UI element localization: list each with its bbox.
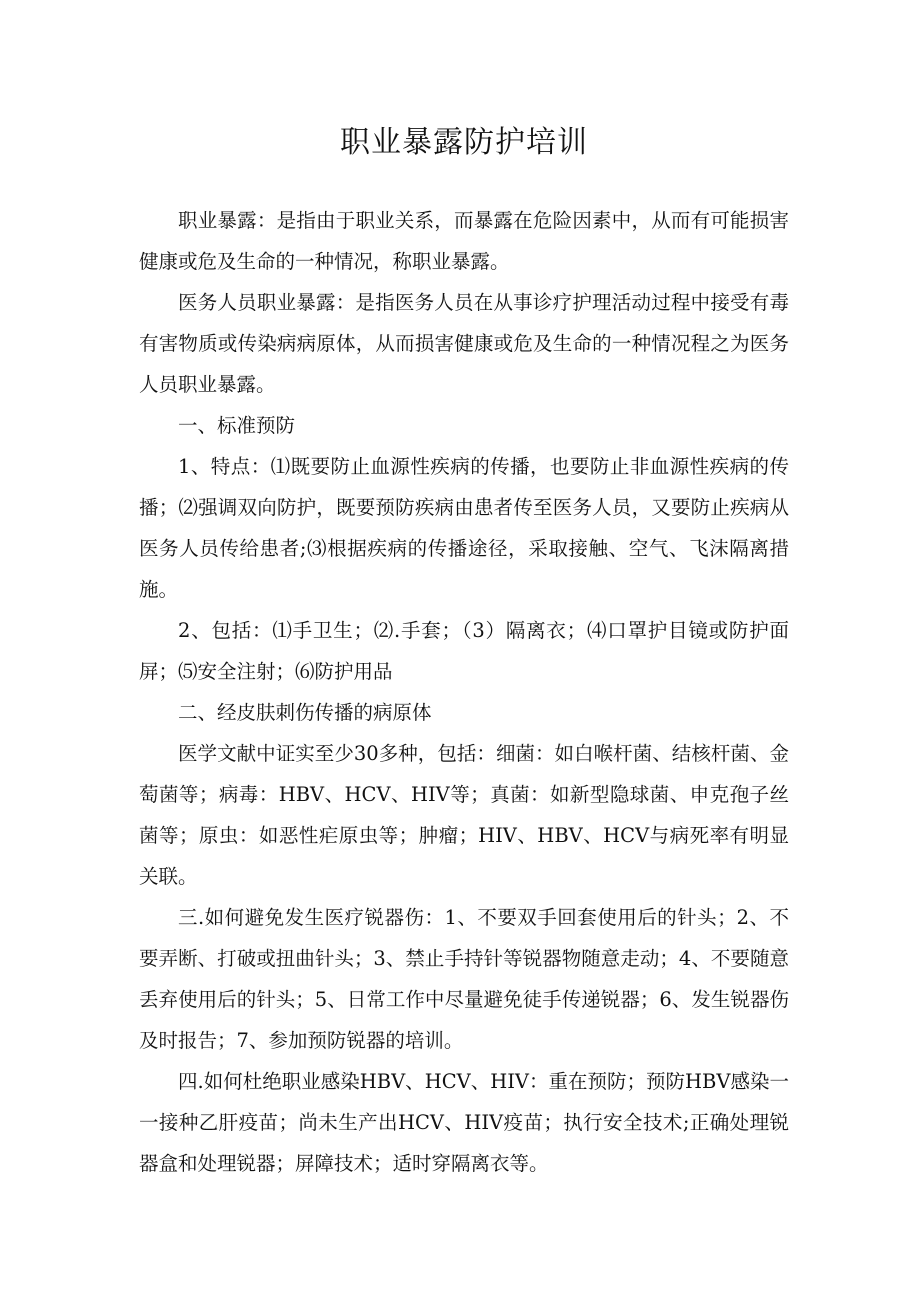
paragraph-pathogens: 医学文献中证实至少30多种，包括：细菌：如白喉杆菌、结核杆菌、金萄菌等；病毒：HBV、HCV、HIV等；真菌：如新型隐球菌、申克孢子丝菌等；原虫：如恶性疟原虫等；肿瘤；HIV、HBV、HCV与病死率有明显关联。: [139, 742, 789, 888]
paragraph-includes: 2、包括：⑴手卫生；⑵.手套；（3）隔离衣；⑷口罩护目镜或防护面屏；⑸安全注射；⑹防护用品: [139, 619, 789, 683]
paragraph-definition: 职业暴露：是指由于职业关系，而暴露在危险因素中，从而有可能损害健康或危及生命的一种情况，称职业暴露。: [139, 209, 789, 273]
paragraph-prevent-infection: 四.如何杜绝职业感染HBV、HCV、HIV：重在预防；预防HBV感染一一接种乙肝疫苗；尚未生产出HCV、HIV疫苗；执行安全技术;正确处理锐器盒和处理锐器；屏障技术；适时穿隔离衣等。: [139, 1070, 789, 1175]
section-heading-standard-precautions: 一、标准预防: [178, 414, 296, 437]
document-page: [139, 118, 789, 1184]
paragraph-sharps-injury: 三.如何避免发生医疗锐器伤：1、不要双手回套使用后的针头；2、不要弄断、打破或扭曲针头；3、禁止手持针等锐器物随意走动；4、不要随意丢弃使用后的针头；5、日常工作中尽量避免徒手传递锐器；6、发生锐器伤及时报告；7、参加预防锐器的培训。: [139, 906, 789, 1052]
section-heading-pathogens: 二、经皮肤刺伤传播的病原体: [178, 701, 432, 724]
paragraph-medical-exposure: 医务人员职业暴露：是指医务人员在从事诊疗护理活动过程中接受有毒有害物质或传染病病原体，从而损害健康或危及生命的一种情况程之为医务人员职业暴露。: [139, 291, 789, 396]
document-title: 职业暴露防护培训: [340, 125, 588, 160]
paragraph-features: 1、特点：⑴既要防止血源性疾病的传播，也要防止非血源性疾病的传播；⑵强调双向防护，既要预防疾病由患者传至医务人员，又要防止疾病从医务人员传给患者;⑶根据疾病的传播途径，采取接触、空气、飞沫隔离措施。: [139, 455, 789, 601]
